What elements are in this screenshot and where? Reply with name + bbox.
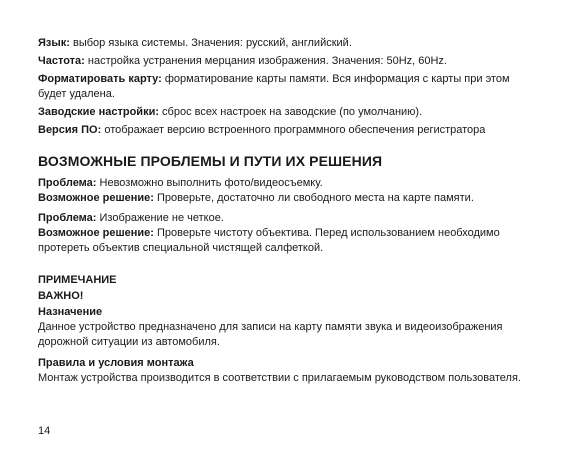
settings-list bbox=[38, 36, 538, 138]
solution-text: Проверьте чистоту объектива. Перед использованием необходимо протереть объектив специальной чистящей салфеткой. bbox=[38, 227, 500, 254]
solution-label: Возможное решение: bbox=[38, 192, 154, 204]
purpose-text: Данное устройство предназначено для записи на карту памяти звука и видеоизображения дорожной ситуации из автомобиля. bbox=[38, 321, 503, 348]
setting-factory-reset bbox=[38, 105, 538, 120]
setting-label: Частота: bbox=[38, 55, 85, 67]
setting-label: Версия ПО: bbox=[38, 124, 102, 136]
purpose-heading: Назначение bbox=[38, 306, 103, 318]
setting-frequency bbox=[38, 54, 538, 69]
mounting-text: Монтаж устройства производится в соответствии с прилагаемым руководством пользователя. bbox=[38, 372, 521, 384]
troubleshooting-item bbox=[38, 211, 538, 256]
solution-label: Возможное решение: bbox=[38, 227, 154, 239]
troubleshooting-heading: ВОЗМОЖНЫЕ ПРОБЛЕМЫ И ПУТИ ИХ РЕШЕНИЯ bbox=[38, 153, 383, 169]
setting-description: выбор языка системы. Значения: русский, английский. bbox=[69, 37, 352, 49]
problem-line bbox=[38, 176, 538, 191]
solution-line bbox=[38, 226, 538, 256]
solution-text: Проверьте, достаточно ли свободного места на карте памяти. bbox=[153, 192, 474, 204]
setting-label: Язык: bbox=[38, 37, 70, 49]
setting-description: отображает версию встроенного программного обеспечения регистратора bbox=[101, 124, 486, 136]
problem-label: Проблема: bbox=[38, 177, 97, 189]
setting-description: настройка устранения мерцания изображения. Значения: 50Hz, 60Hz. bbox=[84, 55, 447, 67]
setting-label: Заводские настройки: bbox=[38, 106, 159, 118]
mounting-heading: Правила и условия монтажа bbox=[38, 357, 194, 369]
solution-line bbox=[38, 191, 538, 206]
note-title: ПРИМЕЧАНИЕ bbox=[38, 274, 117, 286]
problem-text: Изображение не четкое. bbox=[96, 212, 224, 224]
setting-description: форматирование карты памяти. Вся информация с карты при этом будет удалена. bbox=[38, 73, 510, 100]
setting-label: Форматировать карту: bbox=[38, 73, 162, 85]
problem-line bbox=[38, 211, 538, 226]
setting-firmware-version bbox=[38, 123, 538, 138]
setting-description: сброс всех настроек на заводские (по умолчанию). bbox=[159, 106, 423, 118]
note-section bbox=[38, 272, 538, 386]
problem-label: Проблема: bbox=[38, 212, 97, 224]
manual-page bbox=[38, 36, 538, 386]
problem-text: Невозможно выполнить фото/видеосъемку. bbox=[96, 177, 323, 189]
troubleshooting-item bbox=[38, 176, 538, 206]
page-number: 14 bbox=[38, 425, 51, 437]
setting-format-card bbox=[38, 72, 538, 102]
setting-language bbox=[38, 36, 538, 51]
important-label: ВАЖНО! bbox=[38, 290, 84, 302]
